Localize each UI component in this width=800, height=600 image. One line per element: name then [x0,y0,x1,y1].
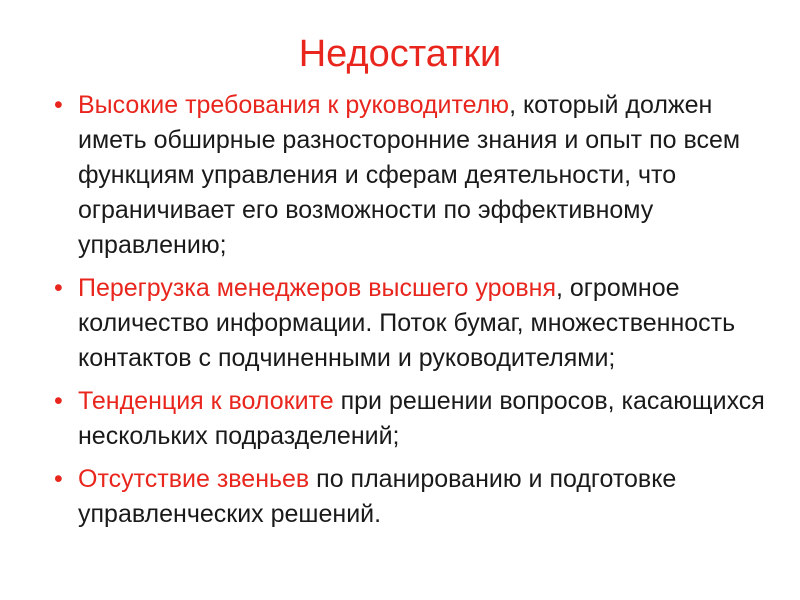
bullet-text: при решении вопросов, касающихся нескольких подразделений; [78,387,765,450]
bullet-highlight: Отсутствие звеньев [78,465,310,493]
bullet-text: , огромное количество информации. Поток бумаг, множественность контактов с подчиненными и руководителями; [78,274,736,372]
bullet-icon: • [54,274,63,302]
bullet-highlight: Перегрузка менеджеров высшего уровня [78,274,557,302]
bullet-icon: • [54,465,63,493]
bullet-list [50,88,770,540]
bullet-highlight: Высокие требования к руководителю [78,91,510,119]
bullet-icon: • [54,91,63,119]
slide-title: Недостатки [298,33,502,75]
bullet-text: , который должен иметь обширные разносторонние знания и опыт по всем функциям управления и сферам деятельности, что ограничивает его возможности по эффективному управлению; [78,91,741,259]
list-item [50,271,770,376]
bullet-icon: • [54,387,63,415]
list-item [50,384,770,454]
list-item [50,88,770,263]
list-item [50,462,770,532]
bullet-text: по планированию и подготовке управленческих решений. [78,465,677,528]
bullet-highlight: Тенденция к волоките [78,387,334,415]
